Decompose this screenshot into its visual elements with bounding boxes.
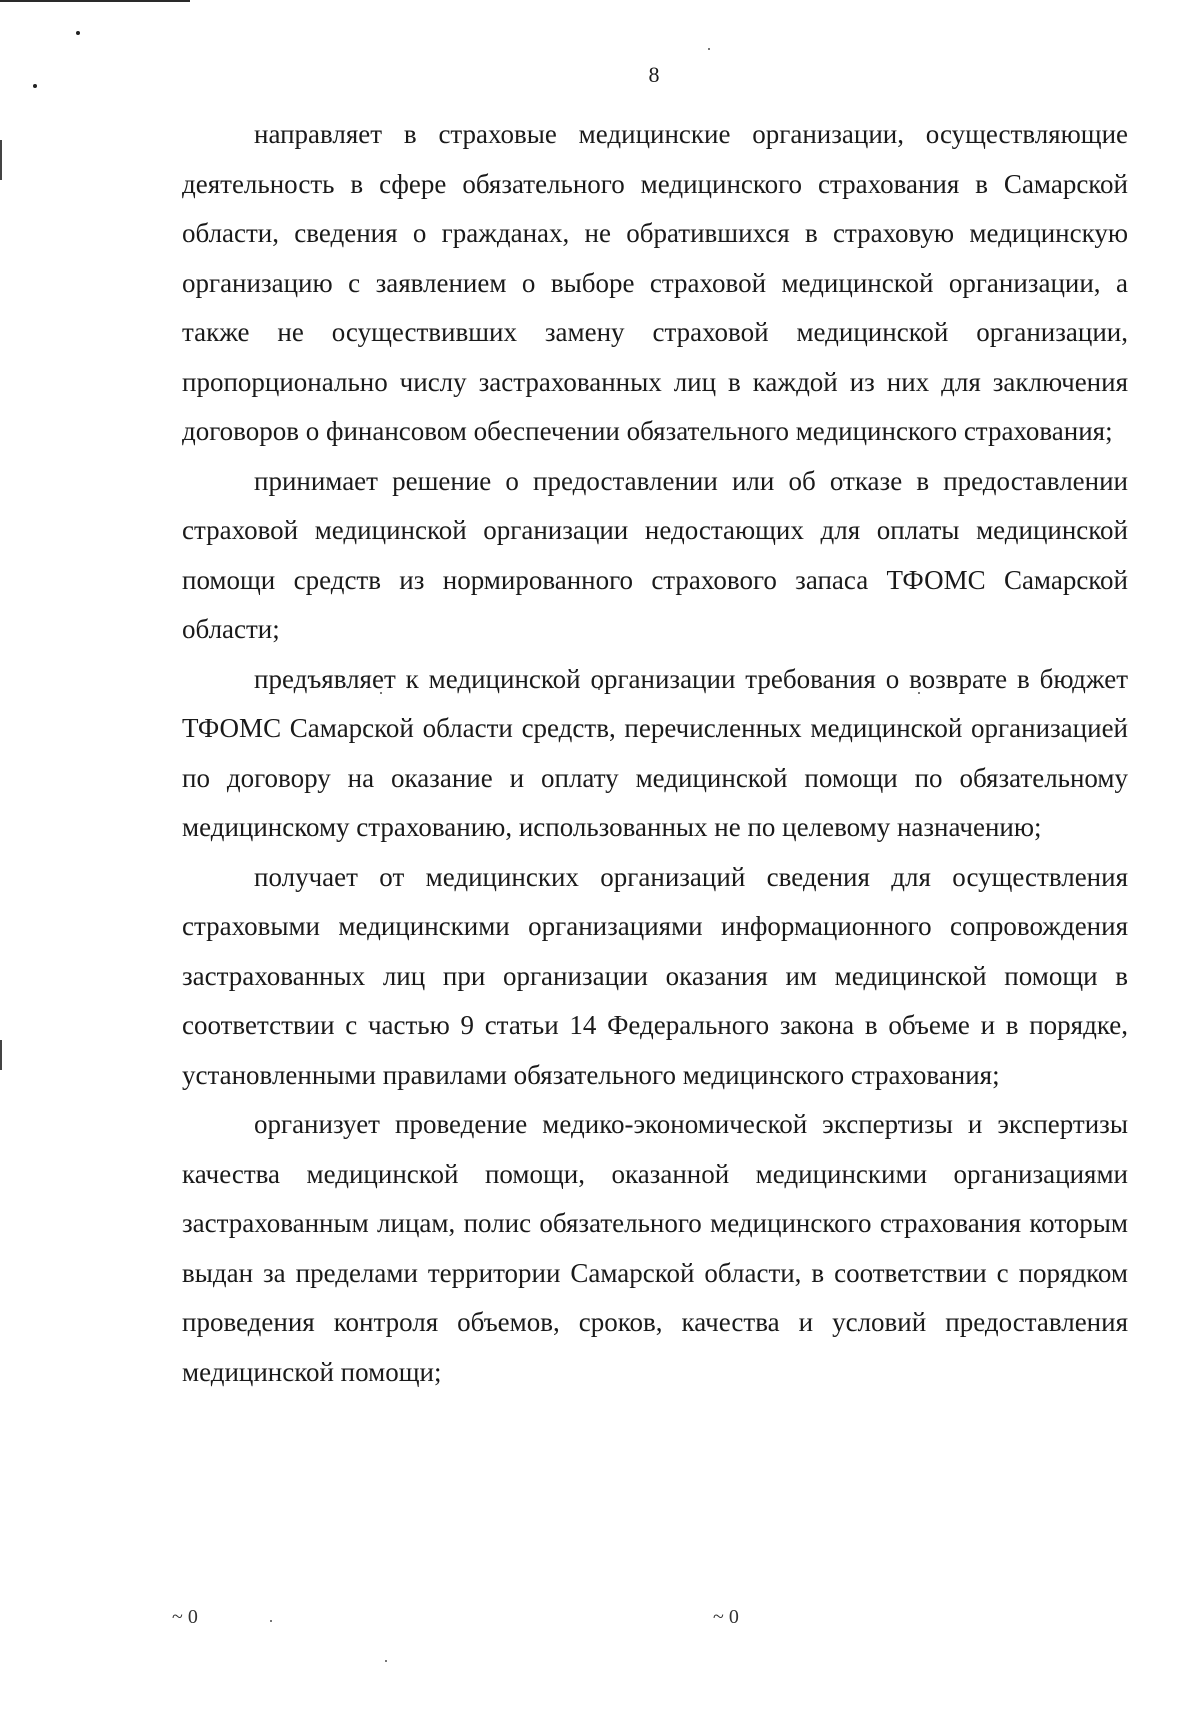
paragraph: предъявляет к медицинской организации требования о возврате в бюджет ТФОМС Самарской области средств, перечисленных медицинской организацией по договору на оказание и оплату медицинской помощи по обязательному медицинскому страхованию, использованных не по целевому назначению; [182,663,1128,842]
page-number: 8 [648,62,660,87]
scan-edge-mark [0,140,2,180]
scan-dot [76,31,80,35]
scan-speck [708,48,710,50]
scan-speck [270,1620,272,1622]
scan-speck [385,1660,387,1662]
paragraph: получает от медицинских организаций сведения для осуществления страховыми медицинскими организациями информационного сопровождения застрахованных лиц при организации оказания им медицинской помощи в соответствии с частью 9 статьи 14 Федерального закона в объеме и в порядке, установленными правилами обязательного медицинского страхования; [182,861,1128,1090]
footer-mark-left: ~ 0 [172,1606,198,1628]
paragraph: организует проведение медико-экономической экспертизы и экспертизы качества медицинской помощи, оказанной медицинскими организациями застрахованным лицам, полис обязательного медицинского страхования которым выдан за пределами территории Самарской области, в соответствии с порядком проведения контроля объемов, сроков, качества и условий предоставления медицинской помощи; [182,1109,1128,1387]
footer-mark-right: ~ 0 [713,1606,739,1628]
body-text [182,110,1128,1397]
paragraph: направляет в страховые медицинские организации, осуществляющие деятельность в сфере обязательного медицинского страхования в Самарской области, сведения о гражданах, не обратившихся в страховую медицинскую организацию с заявлением о выборе страховой медицинской организации, а также не осуществивших замену страховой медицинской организации, пропорционально числу застрахованных лиц в каждой из них для заключения договоров о финансовом обеспечении обязательного медицинского страхования; [182,119,1128,446]
scan-edge-mark [0,1040,2,1070]
scan-edge-line [0,0,190,2]
paragraph: принимает решение о предоставлении или об отказе в предоставлении страховой медицинской организации недостающих для оплаты медицинской помощи средств из нормированного страхового запаса ТФОМС Самарской области; [182,465,1128,644]
